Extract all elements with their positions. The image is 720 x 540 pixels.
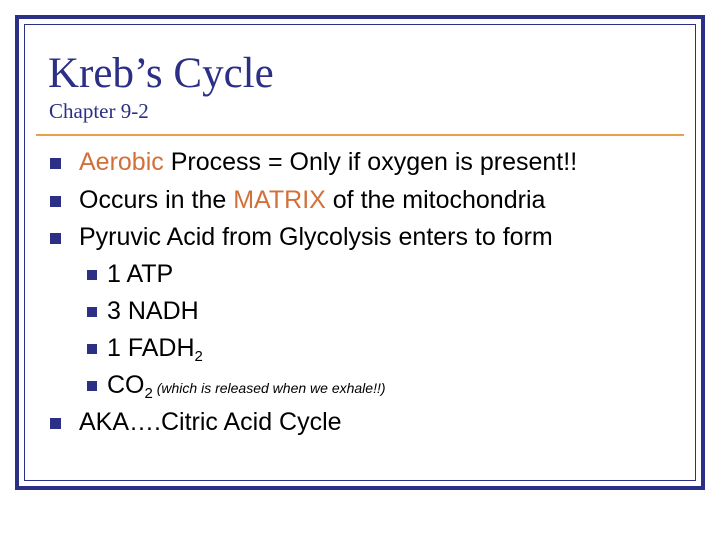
- square-bullet-icon: [87, 270, 97, 280]
- square-bullet-icon: [87, 344, 97, 354]
- highlight-term: Aerobic: [79, 148, 164, 176]
- formula-main: CO: [107, 371, 145, 399]
- square-bullet-icon: [50, 418, 61, 429]
- square-bullet-icon: [87, 381, 97, 391]
- bullet-text: [79, 185, 545, 215]
- bullet-text: [79, 147, 577, 177]
- square-bullet-icon: [50, 158, 61, 169]
- bullet-text: Pyruvic Acid from Glycolysis enters to form: [79, 223, 553, 251]
- square-bullet-icon: [87, 307, 97, 317]
- sub-bullet-text: [107, 370, 386, 403]
- sub-bullet-text: 3 NADH: [107, 297, 199, 325]
- slide-subtitle: Chapter 9-2: [49, 99, 149, 123]
- formula-main: 1 FADH: [107, 334, 195, 362]
- square-bullet-icon: [50, 196, 61, 207]
- formula-note: (which is released when we exhale!!): [152, 380, 386, 396]
- sub-bullet-text: [107, 333, 203, 364]
- sub-bullet-text: 1 ATP: [107, 260, 174, 288]
- slide-title: Kreb’s Cycle: [48, 50, 274, 97]
- bullet-suffix: of the mitochondria: [325, 186, 546, 214]
- highlight-term: MATRIX: [233, 186, 326, 214]
- bullet-prefix: Occurs in the: [79, 186, 234, 214]
- bullet-suffix: Process = Only if oxygen is present!!: [163, 148, 578, 176]
- formula-subscript: 2: [194, 348, 203, 365]
- formula-subscript: 2: [144, 385, 153, 402]
- bullet-text: AKA….Citric Acid Cycle: [79, 408, 342, 436]
- square-bullet-icon: [50, 233, 61, 244]
